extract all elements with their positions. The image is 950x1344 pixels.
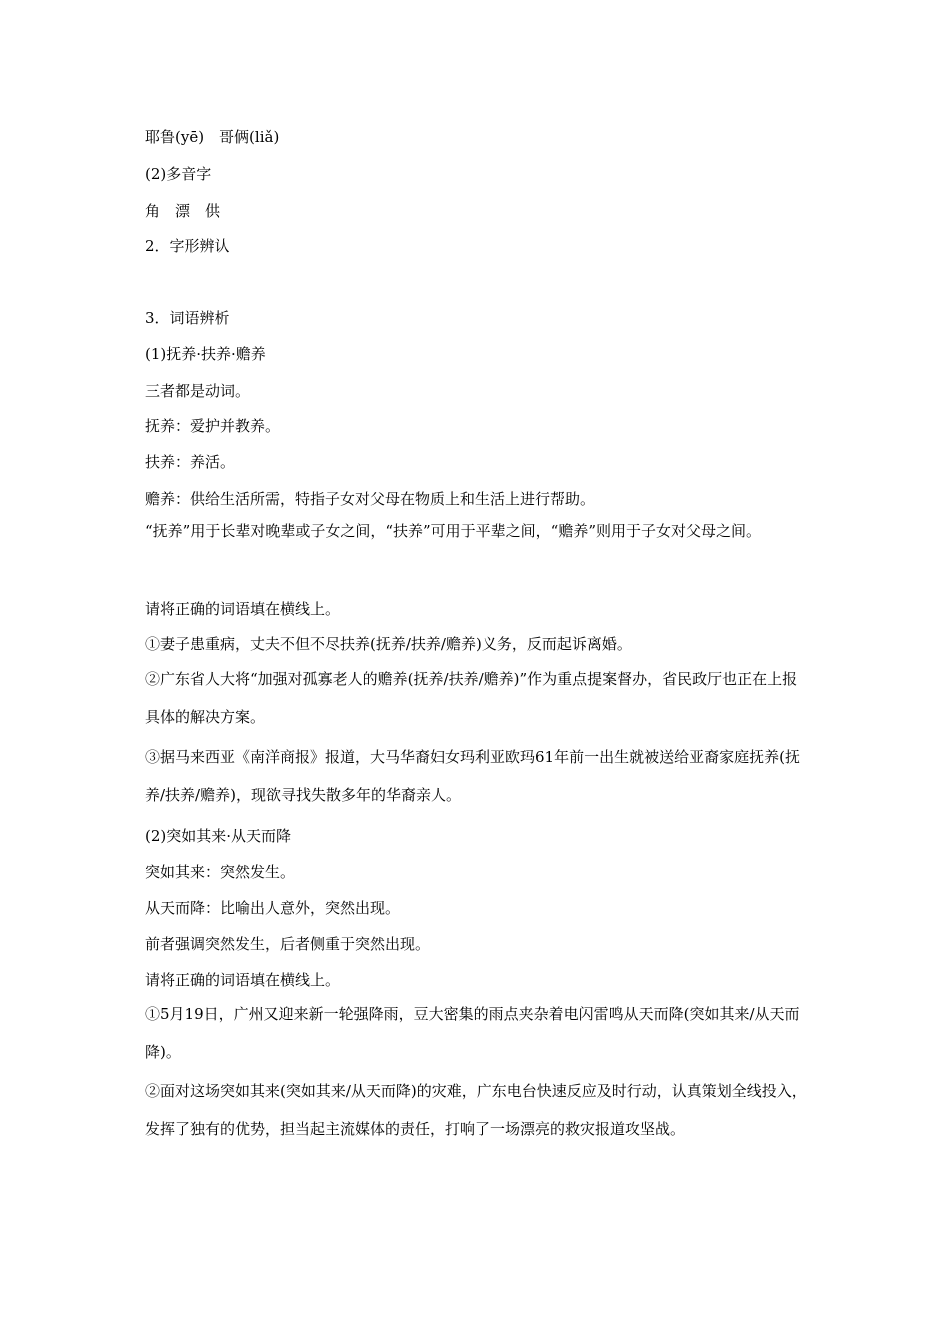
section-2-heading: 2．字形辨认 xyxy=(145,237,230,255)
section-3-heading: 3．词语辨析 xyxy=(145,309,230,327)
definition-congtianerjiang: 从天而降：比喻出人意外，突然出现。 xyxy=(145,899,401,917)
pinyin-example-line: 耶鲁(yē) 哥俩(liǎ) xyxy=(145,128,280,146)
definition-fuyang-1: 抚养：爱护并教养。 xyxy=(145,417,281,435)
polyphonic-chars: 角 漂 供 xyxy=(145,202,221,220)
exercise-1-1: ①妻子患重病，丈夫不但不尽扶养(抚养/扶养/赡养)义务，反而起诉离婚。 xyxy=(145,635,632,653)
polyphonic-heading: (2)多音字 xyxy=(145,165,212,183)
exercise-2-2: ②面对这场突如其来(突如其来/从天而降)的灾难，广东电台快速反应及时行动，认真策划全线投入，发挥了独有的优势，担当起主流媒体的责任，打响了一场漂亮的救灾报道攻坚战。 xyxy=(145,1082,807,1138)
subsection-1-heading: (1)抚养·扶养·赡养 xyxy=(145,345,266,363)
text-line: 三者都是动词。 xyxy=(145,382,251,400)
definition-fuyang-2: 扶养：养活。 xyxy=(145,453,236,471)
instruction-line-2: 请将正确的词语填在横线上。 xyxy=(145,971,341,989)
subsection-2-heading: (2)突如其来·从天而降 xyxy=(145,827,292,845)
instruction-line: 请将正确的词语填在横线上。 xyxy=(145,600,341,618)
comparison-line: 前者强调突然发生，后者侧重于突然出现。 xyxy=(145,935,431,953)
exercise-2-1: ①5月19日，广州又迎来新一轮强降雨，豆大密集的雨点夹杂着电闪雷鸣从天而降(突如其来/从天而降)。 xyxy=(145,1005,800,1061)
exercise-1-3: ③据马来西亚《南洋商报》报道，大马华裔妇女玛利亚欧玛61年前一出生就被送给亚裔家庭抚养(抚养/扶养/赡养)，现欲寻找失散多年的华裔亲人。 xyxy=(145,748,800,804)
exercise-1-2: ②广东省人大将“加强对孤寡老人的赡养(抚养/扶养/赡养)”作为重点提案督办，省民政厅也正在上报具体的解决方案。 xyxy=(145,670,798,726)
definition-turuqilai: 突如其来：突然发生。 xyxy=(145,863,296,881)
usage-explanation-paragraph: “抚养”用于长辈对晚辈或子女之间，“扶养”可用于平辈之间，“赡养”则用于子女对父母之间。 xyxy=(145,522,762,540)
definition-shanyang: 赡养：供给生活所需，特指子女对父母在物质上和生活上进行帮助。 xyxy=(145,490,596,508)
